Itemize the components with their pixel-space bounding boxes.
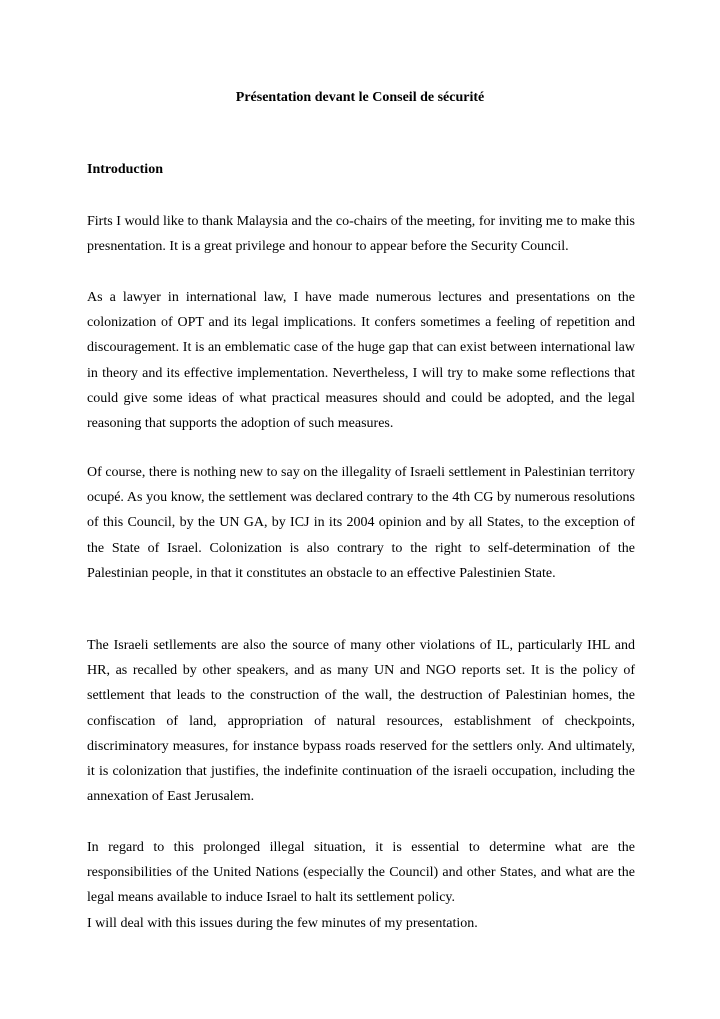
section-heading-introduction: Introduction [87, 162, 163, 177]
paragraph-thanks: Firts I would like to thank Malaysia and the co-chairs of the meeting, for inviting me to make this presnentation. It is a great privilege and honour to appear before the Security Council. [87, 214, 635, 255]
paragraph-illegality: Of course, there is nothing new to say on the illegality of Israeli settlement in Palestinian territory ocupé. As you know, the settlement was declared contrary to the 4th CG by numerous resolutions of this Council, by the UN GA, by ICJ in its 2004 opinion and by all States, to the exception of the State of Israel. Colonization is also contrary to the right to self-determination of the Palestinian people, in that it constitutes an obstacle to an effective Palestinien State. [87, 465, 635, 581]
paragraph-lawyer: As a lawyer in international law, I have made numerous lectures and presentations on the colonization of OPT and its legal implications. It confers sometimes a feeling of repetition and discouragement. It is an emblematic case of the huge gap that can exist between international law in theory and its effective implementation. Nevertheless, I will try to make some reflections that could give some ideas of what practical measures should and could be adopted, and the legal reasoning that supports the adoption of such measures. [87, 290, 635, 432]
document-title: Présentation devant le Conseil de sécurité [235, 90, 485, 105]
paragraph-violations: The Israeli setllements are also the source of many other violations of IL, particularly IHL and HR, as recalled by other speakers, and as many UN and NGO reports set. It is the policy of settlement that leads to the construction of the wall, the destruction of Palestinian homes, the confiscation of land, appropriation of natural resources, establishment of checkpoints, discriminatory measures, for instance bypass roads reserved for the settlers only. And ultimately, it is colonization that justifies, the indefinite continuation of the israeli occupation, including the annexation of East Jerusalem. [87, 638, 635, 805]
paragraph-closing: I will deal with this issues during the few minutes of my presentation. [87, 916, 478, 931]
paragraph-responsibilities: In regard to this prolonged illegal situation, it is essential to determine what are the responsibilities of the United Nations (especially the Council) and other States, and what are the legal means available to induce Israel to halt its settlement policy. [87, 840, 635, 906]
